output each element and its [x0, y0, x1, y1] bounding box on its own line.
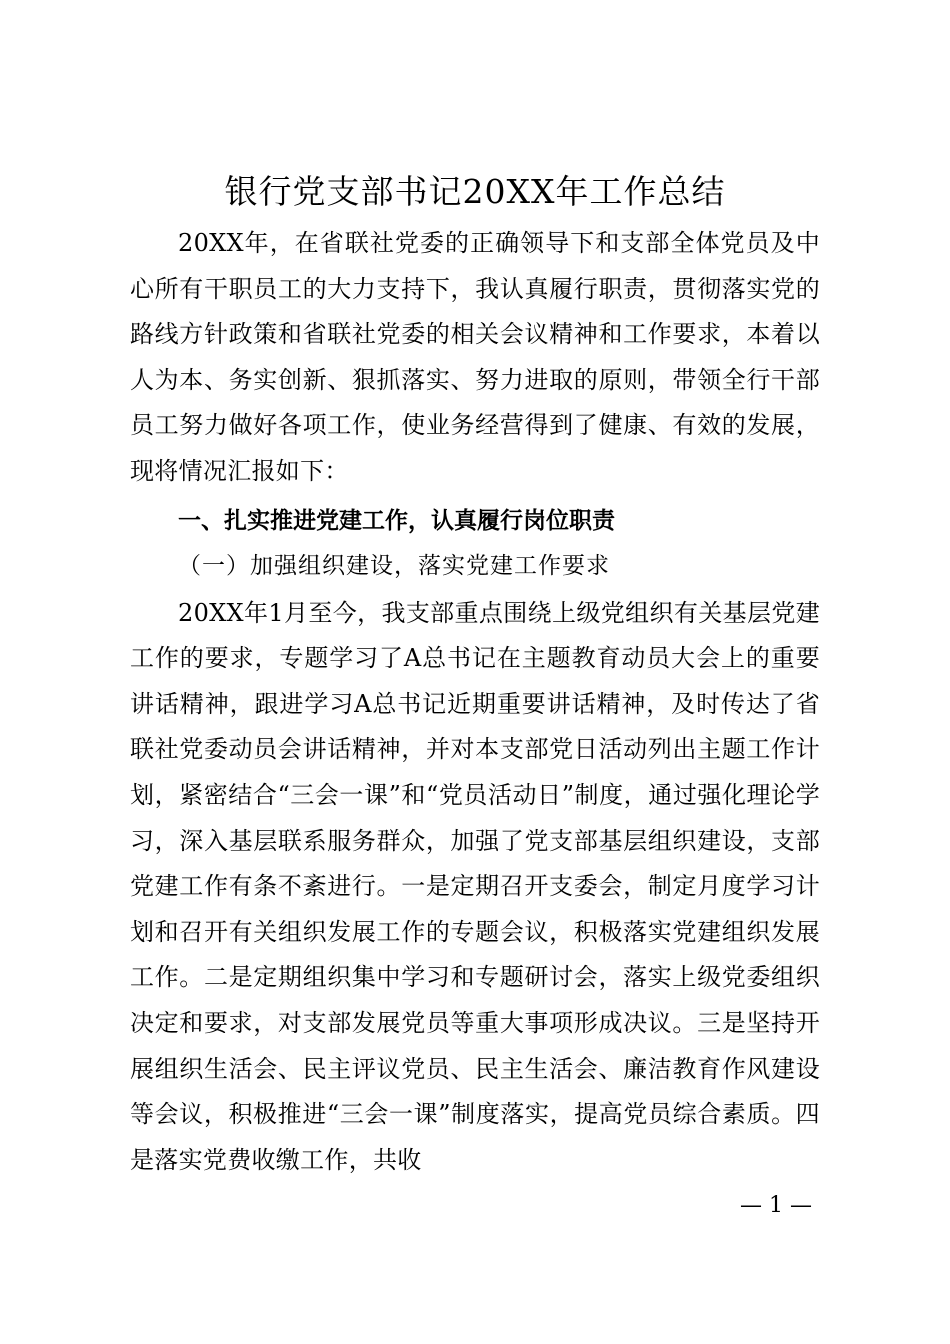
section-heading: 一、扎实推进党建工作，认真履行岗位职责: [178, 507, 615, 534]
document-title: 银行党支部书记20XX年工作总结: [224, 172, 726, 211]
body-paragraph: 20XX年1月至今，我支部重点围绕上级党组织有关基层党建工作的要求，专题学习了A总书记在主题教育动员大会上的重要讲话精神，跟进学习A总书记近期重要讲话精神，及时传达了省联社党委动员会讲话精神，并对本支部党日活动列出主题工作计划，紧密结合“三会一课”和“党员活动日”制度，通过强化理论学习，深入基层联系服务群众，加强了党支部基层组织建设，支部党建工作有条不紊进行。一是定期召开支委会，制定月度学习计划和召开有关组织发展工作的专题会议，积极落实党建组织发展工作。二是定期组织集中学习和专题研讨会，落实上级党委组织决定和要求，对支部发展党员等重大事项形成决议。三是坚持开展组织生活会、民主评议党员、民主生活会、廉洁教育作风建设等会议，积极推进“三会一课”制度落实，提高党员综合素质。四是落实党费收缴工作，共收: [130, 598, 820, 1174]
page-number: — 1 —: [740, 1193, 812, 1218]
document-page: [130, 163, 820, 1183]
subsection-heading: （一）加强组织建设，落实党建工作要求: [178, 552, 610, 579]
intro-paragraph: 20XX年，在省联社党委的正确领导下和支部全体党员及中心所有干职员工的大力支持下，我认真履行职责，贯彻落实党的路线方针政策和省联社党委的相关会议精神和工作要求，本着以人为本、务实创新、狠抓落实、努力进取的原则，带领全行干部员工努力做好各项工作，使业务经营得到了健康、有效的发展，现将情况汇报如下：: [130, 229, 820, 485]
